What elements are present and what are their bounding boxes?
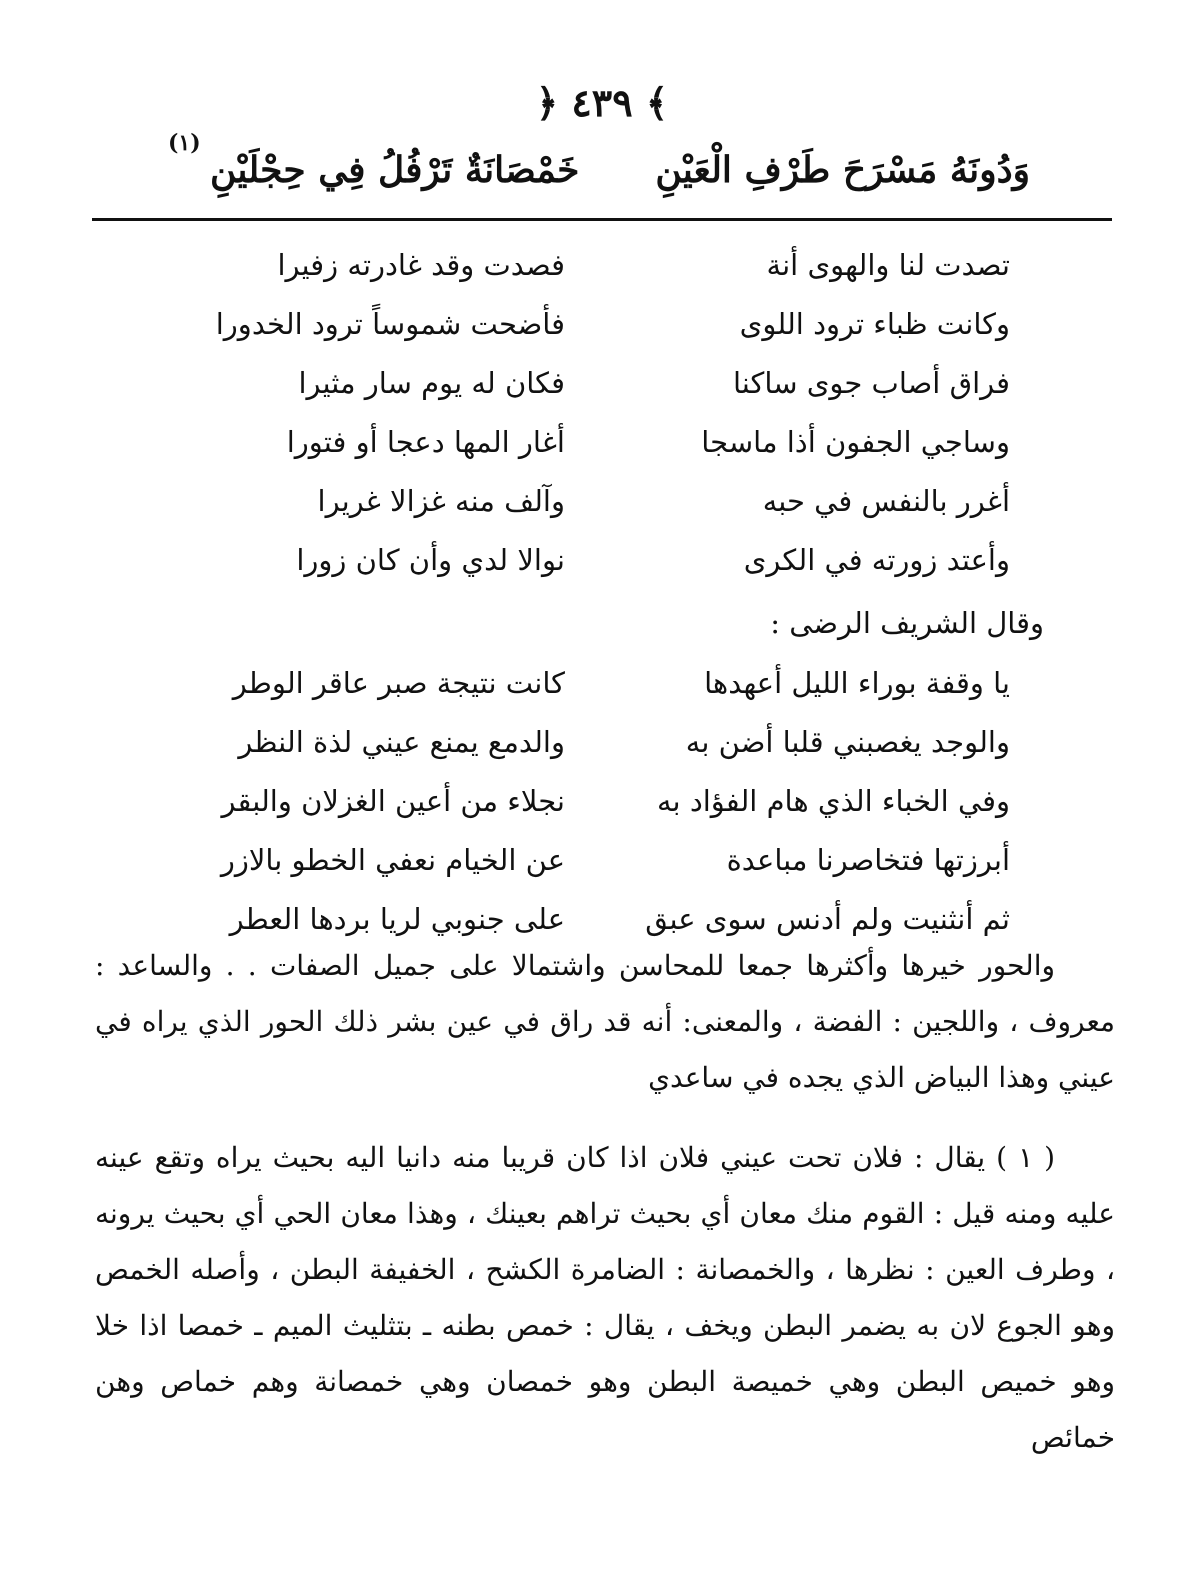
verse-line (170, 236, 1010, 295)
verse-second-hemistich: على جنوبي لريا بردها العطر (229, 902, 565, 936)
verse-second-hemistich: والدمع يمنع عيني لذة النظر (238, 725, 565, 759)
verse-line (170, 354, 1010, 413)
verse-line (170, 772, 1010, 831)
footnote-reference: (١) (168, 130, 201, 156)
footnote-paragraph: ( ١ ) يقال : فلان تحت عيني فلان اذا كان قريبا منه دانيا اليه بحيث يراه وتقع عينه عليه ومنه قيل : القوم منك معان أي بحيث تراهم بعينك ، وهذا معان الحي أي بحيث يرونه ، وطرف العين : نظرها ، والخمصانة : الضامرة الكشح ، الخفيفة البطن ، وأصله الخمص وهو الجوع لان به يضمر البطن ويخف ، يقال : خمص بطنه ـ بتثليث الميم ـ خمصا اذا خلا وهو خميص البطن وهي خميصة البطن وهو خمصان وهي خمصانة وهم خماص وهن خمائص (95, 1141, 1115, 1454)
poem-2-intro: وقال الشريف الرضى : (770, 606, 1044, 640)
verse-second-hemistich: عن الخيام نعفي الخطو بالازر (220, 843, 565, 877)
verse-first-hemistich: وأعتد زورته في الكرى (743, 543, 1010, 577)
verse-second-hemistich: وآلف منه غزالا غريرا (317, 484, 565, 518)
verse-line (170, 831, 1010, 890)
verse-first-hemistich: والوجد يغصبني قلبا أضن به (685, 725, 1010, 759)
verse-line (170, 413, 1010, 472)
verse-second-hemistich: كانت نتيجة صبر عاقر الوطر (232, 666, 565, 700)
verse-second-hemistich: فكان له يوم سار مثيرا (298, 366, 565, 400)
verse-line (170, 654, 1010, 713)
poem-block-2 (170, 654, 1010, 949)
verse-first-hemistich: أغرر بالنفس في حبه (762, 484, 1010, 518)
verse-second-hemistich: نوالا لدي وأن كان زورا (296, 543, 565, 577)
verse-second-hemistich: نجلاء من أعين الغزلان والبقر (221, 784, 565, 818)
verse-second-hemistich: فأضحت شموساً ترود الخدورا (215, 307, 565, 341)
verse-line (170, 531, 1010, 590)
header-verse-second-hemistich: خَمْصَانَةٌ تَرْفُلُ فِي حِجْلَيْنِ (210, 149, 580, 191)
verse-first-hemistich: وكانت ظباء ترود اللوى (739, 307, 1010, 341)
verse-first-hemistich: فراق أصاب جوى ساكنا (732, 366, 1010, 400)
verse-first-hemistich: يا وقفة بوراء الليل أعهدها (704, 666, 1010, 700)
page-number: ﴿ ٤٣٩ ﴾ (535, 80, 669, 125)
verse-first-hemistich: أبرزتها فتخاصرنا مباعدة (726, 843, 1010, 877)
commentary-text (95, 938, 1115, 1106)
header-verse-first-hemistich: وَدُونَهُ مَسْرَحَ طَرْفِ الْعَيْنِ (655, 149, 1030, 191)
header-verse (150, 138, 1030, 202)
verse-second-hemistich: أغار المها دعجا أو فتورا (286, 425, 565, 459)
verse-line (170, 472, 1010, 531)
verse-first-hemistich: وفي الخباء الذي هام الفؤاد به (657, 784, 1010, 818)
commentary-paragraph: والحور خيرها وأكثرها جمعا للمحاسن واشتمالا على جميل الصفات . . والساعد : معروف ، واللجين : الفضة ، والمعنى: أنه قد راق في عين بشر ذلك الحور الذي يراه في عيني وهذا البياض الذي يجده في ساعدي (95, 949, 1115, 1094)
verse-second-hemistich: فصدت وقد غادرته زفيرا (277, 248, 565, 282)
footnote-section (95, 1130, 1115, 1466)
verse-line (170, 295, 1010, 354)
poem-block-1 (170, 236, 1010, 590)
verse-first-hemistich: تصدت لنا والهوى أنة (766, 248, 1010, 282)
verse-first-hemistich: وساجي الجفون أذا ماسجا (701, 425, 1010, 459)
header-divider (92, 218, 1112, 221)
verse-first-hemistich: ثم أنثنيت ولم أدنس سوى عبق (645, 902, 1010, 936)
verse-line (170, 713, 1010, 772)
